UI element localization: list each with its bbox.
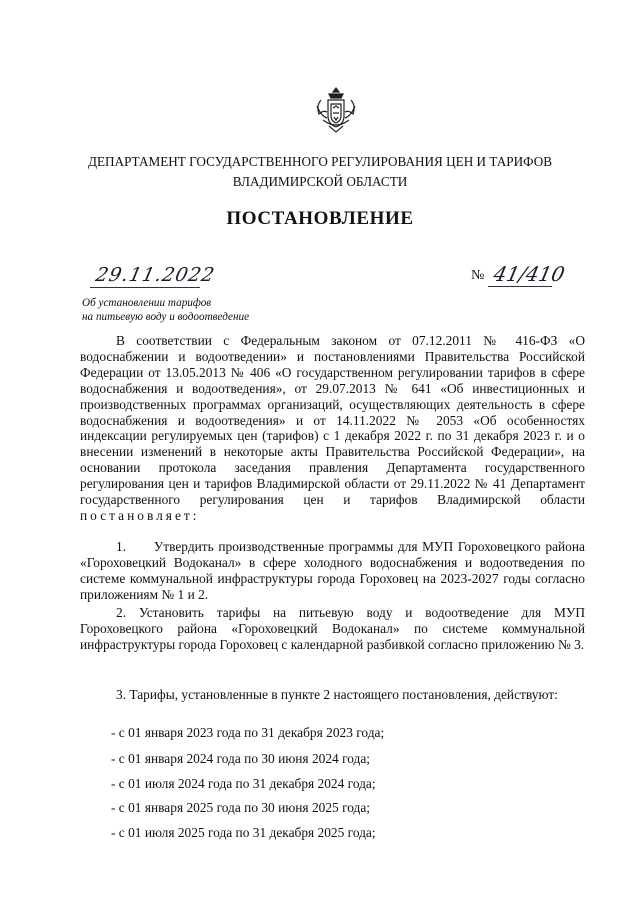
document-date: 29.11.2022 (93, 264, 218, 286)
coat-of-arms-icon (315, 86, 357, 136)
period-list-item: - с 01 января 2024 года по 30 июня 2024 года; (111, 751, 371, 766)
item-1-paragraph: 1. Утвердить производственные программы для МУП Гороховецкого района «Гороховецкий Водоканал» в сфере холодного водоснабжения и водоотведения по системе коммунальной инфраструктуры города Гороховец на 2023-2027 годы согласно приложениям № 1 и 2. (80, 539, 589, 602)
preamble-text: В соответствии с Федеральным законом от 07.12.2011 № 416-ФЗ «О водоснабжении и водоотведении» и постановлениями Правительства Российской Федерации от 13.05.2013 № 406 «О государственном регулировании тарифов в сфере водоснабжения и водоотведения», от 29.07.2013 № 641 «Об инвестиционных и производственных программах организаций, осуществляющих деятельность в сфере водоснабжения и водоотведения» и от 14.11.2022 № 2053 «Об особенностях индексации регулируемых цен (тарифов) с 1 декабря 2022 г. по 31 декабря 2023 г. и о внесении изменений в некоторые акты Правительства Российской Федерации», на основании протокола заседания правления Департамента государственного регулирования цен и тарифов Владимирской области от 29.11.2022 № 41 Департамент государственного регулирования цен и тарифов Владимирской области (80, 333, 585, 508)
period-list-item: - с 01 января 2025 года по 30 июня 2025 года; (111, 800, 371, 815)
subject-line1: Об установлении тарифов (82, 297, 212, 309)
number-underline (488, 286, 552, 287)
document-subject (82, 296, 249, 324)
subject-line2: на питьевую воду и водоотведение (82, 311, 250, 323)
document-number: 41/410 (491, 262, 567, 286)
period-list-item: - с 01 июля 2024 года по 31 декабря 2024 года; (111, 776, 376, 791)
number-label: № (471, 268, 485, 283)
preamble-paragraph (80, 333, 585, 524)
period-list-item: - с 01 июля 2025 года по 31 декабря 2025 года; (111, 825, 376, 840)
document-type-title: ПОСТАНОВЛЕНИЕ (226, 208, 414, 229)
period-list-item: - с 01 января 2023 года по 31 декабря 2023 года; (111, 725, 385, 740)
item-2-paragraph: 2. Установить тарифы на питьевую воду и водоотведение для МУП Гороховецкого района «Гороховецкий Водоканал» по системе коммунальной инфраструктуры города Гороховец с календарной разбивкой согласно приложению № 3. (80, 605, 585, 652)
department-name-line1: ДЕПАРТАМЕНТ ГОСУДАРСТВЕННОГО РЕГУЛИРОВАНИЯ ЦЕН И ТАРИФОВ (87, 154, 553, 169)
date-underline (90, 287, 200, 288)
department-name-line2: ВЛАДИМИРСКОЙ ОБЛАСТИ (232, 174, 408, 189)
item-3-paragraph: 3. Тарифы, установленные в пункте 2 настоящего постановления, действуют: (116, 687, 558, 702)
preamble-verb: постановляет: (80, 507, 200, 523)
